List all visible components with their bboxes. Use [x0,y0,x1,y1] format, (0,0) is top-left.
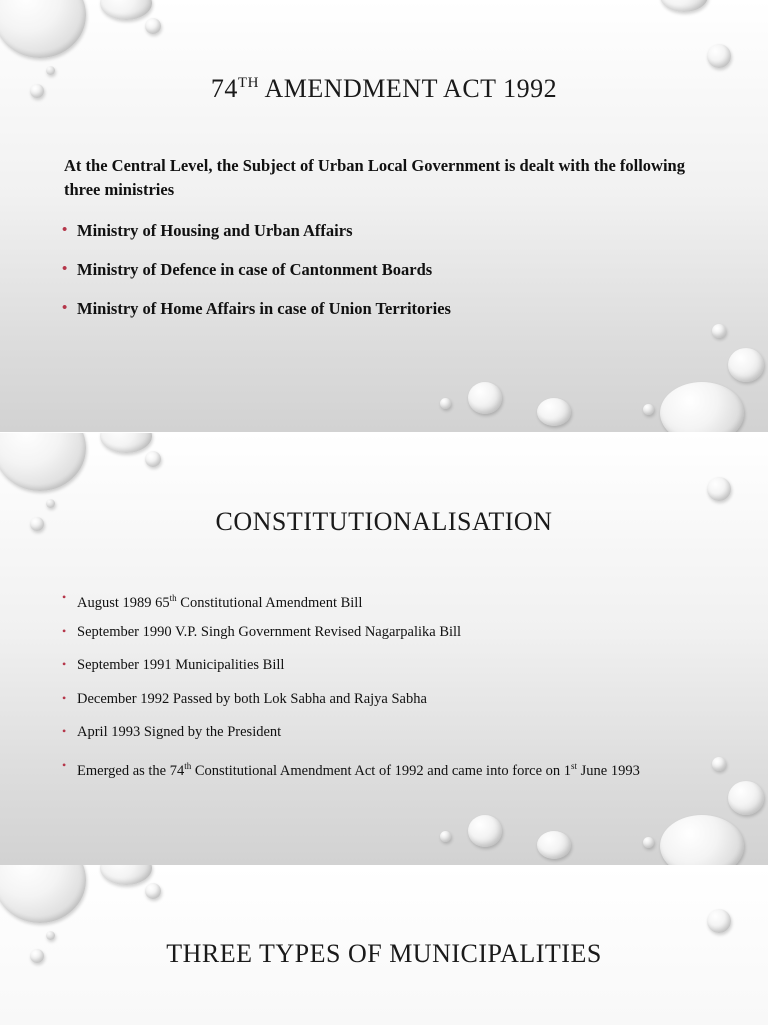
slide-title: THREE TYPES OF MUNICIPALITIES [166,939,602,968]
intro-paragraph: At the Central Level, the Subject of Urban Local Government is dealt with the following three ministries [64,156,685,199]
list-item [62,220,451,259]
title-number: 74 [210,74,238,103]
bullet-icon: • [62,757,67,772]
slide-title: CONSTITUTIONALISATION [215,507,553,536]
bullet-icon: • [62,623,67,638]
list-item-text: August 1989 65th Constitutional Amendment Bill [77,593,363,611]
bullet-icon: • [62,657,67,672]
list-item [62,588,640,622]
bullet-icon: • [62,300,68,316]
title-text: AMENDMENT ACT 1992 [258,74,558,103]
slide-3 [0,865,768,1025]
list-item-text: Ministry of Home Affairs in case of Union Territories [77,299,451,318]
bullet-icon: • [62,690,67,705]
timeline-list [62,588,640,790]
list-item [62,298,451,337]
list-item-text: Ministry of Defence in case of Cantonment Boards [77,260,433,279]
list-item [62,655,640,689]
list-item [62,622,640,656]
title-superscript: TH [237,75,259,91]
list-item [62,259,451,298]
slide-title [0,74,768,104]
slide-2 [0,433,768,865]
list-item [62,722,640,756]
bullet-icon: • [62,222,68,238]
list-item-text: Emerged as the 74th Constitutional Amendment Act of 1992 and came into force on 1st June 1993 [77,760,640,779]
list-item [62,756,640,790]
bullet-icon: • [62,590,67,604]
list-item-text: April 1993 Signed by the President [77,724,282,741]
ministries-list [62,220,451,337]
bullet-icon: • [62,724,67,739]
slide-1 [0,0,768,432]
list-item [62,689,640,723]
list-item-text: Ministry of Housing and Urban Affairs [77,221,353,240]
list-item-text: September 1990 V.P. Singh Government Revised Nagarpalika Bill [77,623,462,640]
bullet-icon: • [62,261,68,277]
list-item-text: September 1991 Municipalities Bill [77,657,285,674]
list-item-text: December 1992 Passed by both Lok Sabha and Rajya Sabha [77,690,427,707]
